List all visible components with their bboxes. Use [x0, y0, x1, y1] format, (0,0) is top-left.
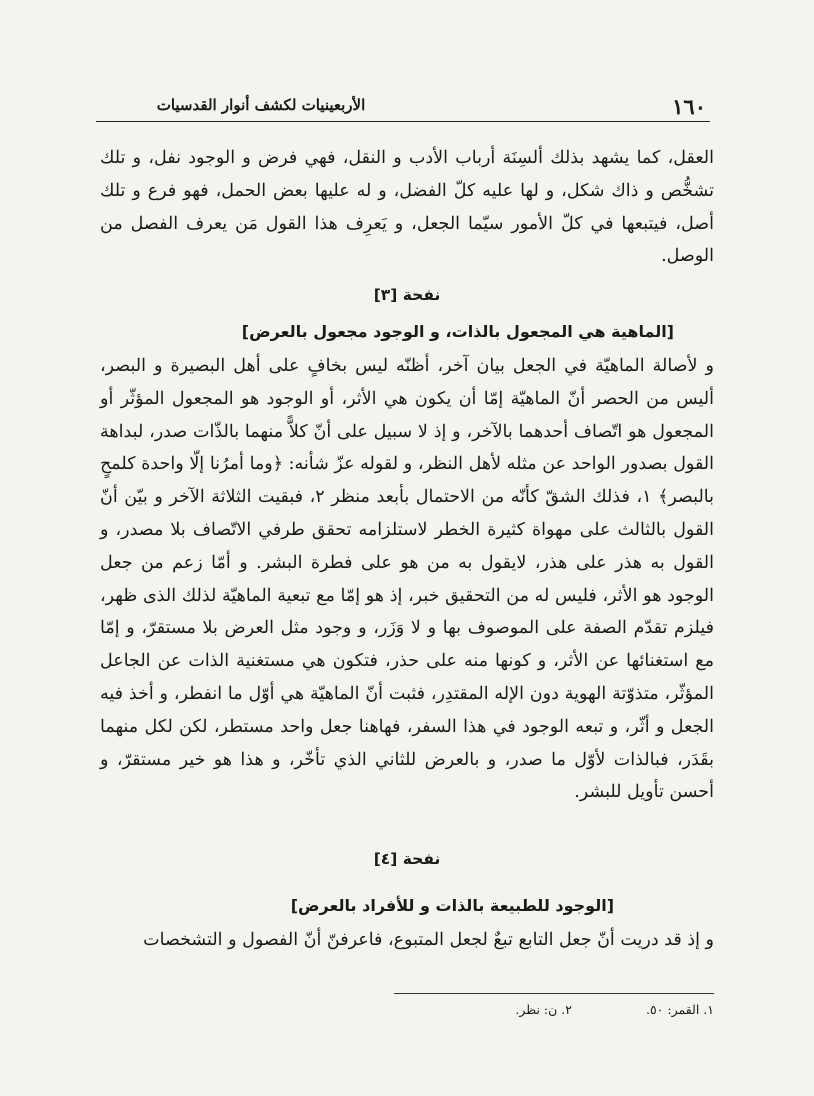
- header-rule: [96, 121, 710, 122]
- section-3-title: نفحة [٣]: [373, 286, 441, 304]
- section-3-subtitle: [الماهية هي المجعول بالذات، و الوجود مجعول بالعرض]: [241, 322, 674, 341]
- paragraph-2: و لأصالة الماهيّة في الجعل بيان آخر، أظنّه ليس بخافٍ على أهل البصيرة و البصر، أليس من الحصر أنّ الماهيّة إمّا أن يكون هي الأثر، أو الوجود هو المجعول المؤثّر أو المجعول هو اتّصاف أحدهما بالآخر، و إذ لا سبيل على أنّ كلاًّ منهما بالذّات صدر، لبداهة القول بصدور الواحد عن مثله لأهل النظر، و لقوله عزّ شأنه: ﴿وما أمرُنا إلّا واحدة كلمحٍ بالبصر﴾ ١، فذلك الشقّ كأنّه من الاحتمال بأبعد منظر ٢، فبقيت الثلاثة الآخر و بيّن أنّ القول بالثالث على مهواة كثيرة الخطر لاستلزامه تحقق طرفي الاتّصاف بلا مصدر، و القول به هذر على هذر، لايقول به من هو على فطرة البشر. و أمّا زعم من جعل الوجود هو الأثر، فليس له من التحقيق خبر، إذ هو إمّا مع تبعية الماهيّة لذلك الذى ظهر، فيلزم تقدّم الصفة على الموصوف بها و لا وَزَر، و وجود مثل العرض بلا مستقرّ، و إمّا مع استغنائها عن الأثر، و كونها منه على حذر، فتكون هي مستغنية الذات عن الجاعل المؤثّر، متذوّتة الهوية دون الإله المقتدِر، فثبت أنّ الماهيّة هي أوّل ما انفطر، و أخذ فيه الجعل و أثّر، و تبعه الوجود في هذا السفر، فهاهنا جعل واحد مستطر، لكن لكل منهما بقَدَر، فبالذات لأوّل ما صدر، و بالعرض للثاني الذي تأخّر، و هذا هو خير مستقرّ، و أحسن تأويل للبشر.: [100, 356, 714, 803]
- footnotes: [100, 1002, 714, 1017]
- page-number: ١٦٠: [672, 94, 706, 119]
- section-4-subtitle: [الوجود للطبيعة بالذات و للأفراد بالعرض]: [290, 896, 614, 915]
- running-title: الأربعينيات لكشف أنوار القدسيات: [156, 96, 366, 114]
- footnote-2: ٢. ن: نظر.: [515, 1002, 572, 1017]
- paragraph-1: العقل، كما يشهد بذلك ألسِنَة أرباب الأدب و النقل، فهي فرض و الوجود نفل، و تلك تشخُّص و ذاك شكل، و لها عليه كلّ الفضل، و له عليها بعض الحمل، فهو فرع و تلك أصل، فيتبعها في كلّ الأمور سيّما الجعل، و يَعرِف هذا القول مَن يعرف الفصل من الوصل.: [100, 148, 714, 267]
- paragraph-3: و إذ قد دريت أنّ جعل التابع تبعٌ لجعل المتبوع، فاعرفنّ أنّ الفصول و التشخصات: [143, 930, 714, 950]
- section-4-title: نفحة [٤]: [373, 850, 441, 868]
- footnote-1: ١. القمر: ٥٠.: [645, 1002, 714, 1017]
- page-header: [96, 92, 710, 122]
- footnote-rule: [394, 993, 714, 994]
